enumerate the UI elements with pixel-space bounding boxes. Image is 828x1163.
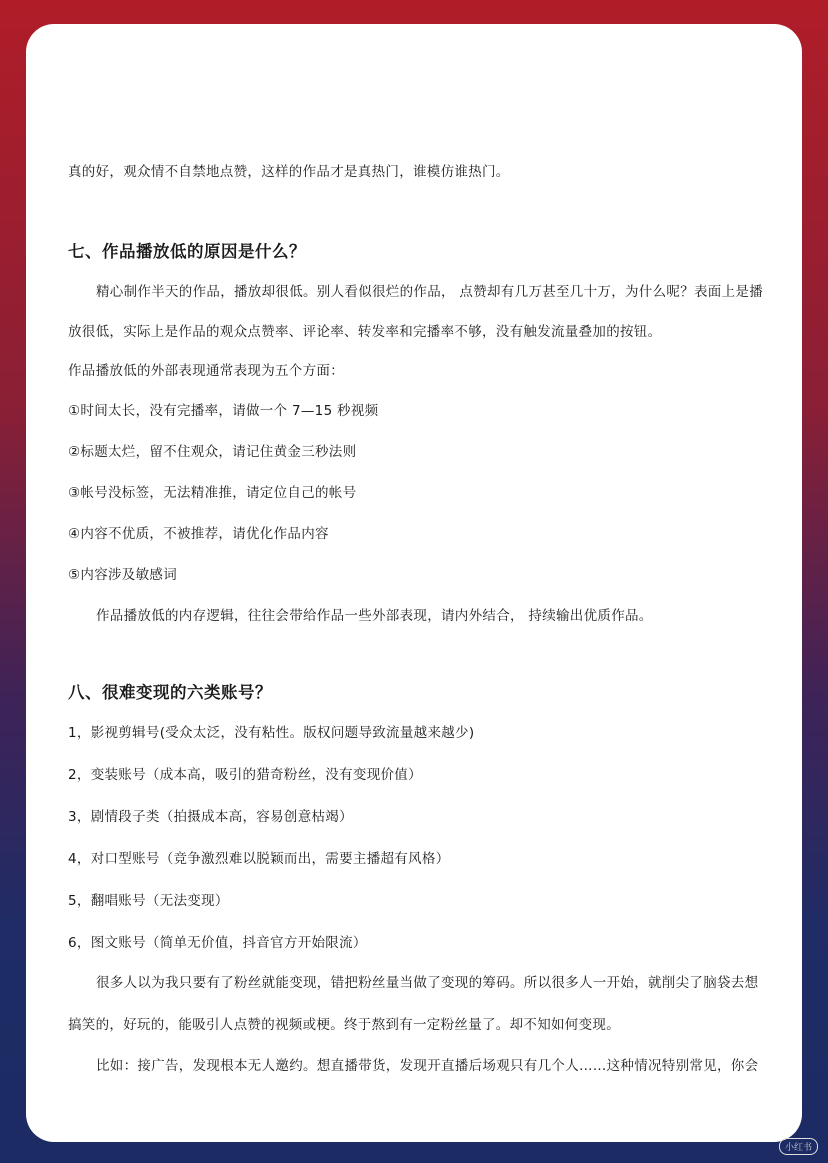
section-7-item: ④内容不优质，不被推荐，请优化作品内容 <box>68 526 329 542</box>
section-8-item: 2，变装账号（成本高，吸引的猎奇粉丝，没有变现价值） <box>68 767 422 783</box>
section-8-item: 1，影视剪辑号(受众太泛，没有粘性。版权问题导致流量越来越少) <box>68 725 475 741</box>
section-7-lead: 作品播放低的外部表现通常表现为五个方面： <box>68 363 344 379</box>
intro-line: 真的好，观众情不自禁地点赞，这样的作品才是真热门，谁模仿谁热门。 <box>68 164 510 180</box>
section-8-paragraph-2-line-1: 比如：接广告，发现根本无人邀约。想直播带货，发现开直播后场观只有几个人……这种情况特别常见，你会 <box>96 1058 759 1074</box>
section-8-item: 4，对口型账号（竞争激烈难以脱颖而出，需要主播超有风格） <box>68 851 450 867</box>
section-8-item: 5，翻唱账号（无法变现） <box>68 893 229 909</box>
section-8-item: 3，剧情段子类（拍摄成本高，容易创意枯竭） <box>68 809 353 825</box>
section-8-heading: 八、很难变现的六类账号？ <box>68 683 272 702</box>
document-page <box>26 24 802 1142</box>
section-7-item: ②标题太烂，留不住观众，请记住黄金三秒法则 <box>68 444 357 460</box>
section-7-paragraph-line-2: 放很低，实际上是作品的观众点赞率、评论率、转发率和完播率不够，没有触发流量叠加的按钮。 <box>68 324 662 340</box>
section-8-item: 6，图文账号（简单无价值，抖音官方开始限流） <box>68 935 367 951</box>
section-7-item: ⑤内容涉及敏感词 <box>68 567 178 583</box>
section-7-heading: 七、作品播放低的原因是什么？ <box>68 242 306 261</box>
watermark-logo: 小红书 <box>779 1138 818 1155</box>
section-7-paragraph-line-1: 精心制作半天的作品，播放却很低。别人看似很烂的作品， 点赞却有几万甚至几十万，为什么呢？表面上是播 <box>96 284 763 300</box>
article-body <box>68 142 780 1076</box>
section-7-item: ③帐号没标签，无法精准推，请定位自己的帐号 <box>68 485 357 501</box>
section-8-paragraph-line-1: 很多人以为我只要有了粉丝就能变现，错把粉丝量当做了变现的筹码。所以很多人一开始，就削尖了脑袋去想 <box>96 975 759 991</box>
section-7-item: ①时间太长，没有完播率，请做一个 7—15 秒视频 <box>68 403 379 419</box>
section-7-closing: 作品播放低的内存逻辑，往往会带给作品一些外部表现，请内外结合， 持续输出优质作品。 <box>96 608 653 624</box>
section-8-paragraph-line-2: 搞笑的，好玩的，能吸引人点赞的视频或梗。终于熬到有一定粉丝量了。却不知如何变现。 <box>68 1017 620 1033</box>
